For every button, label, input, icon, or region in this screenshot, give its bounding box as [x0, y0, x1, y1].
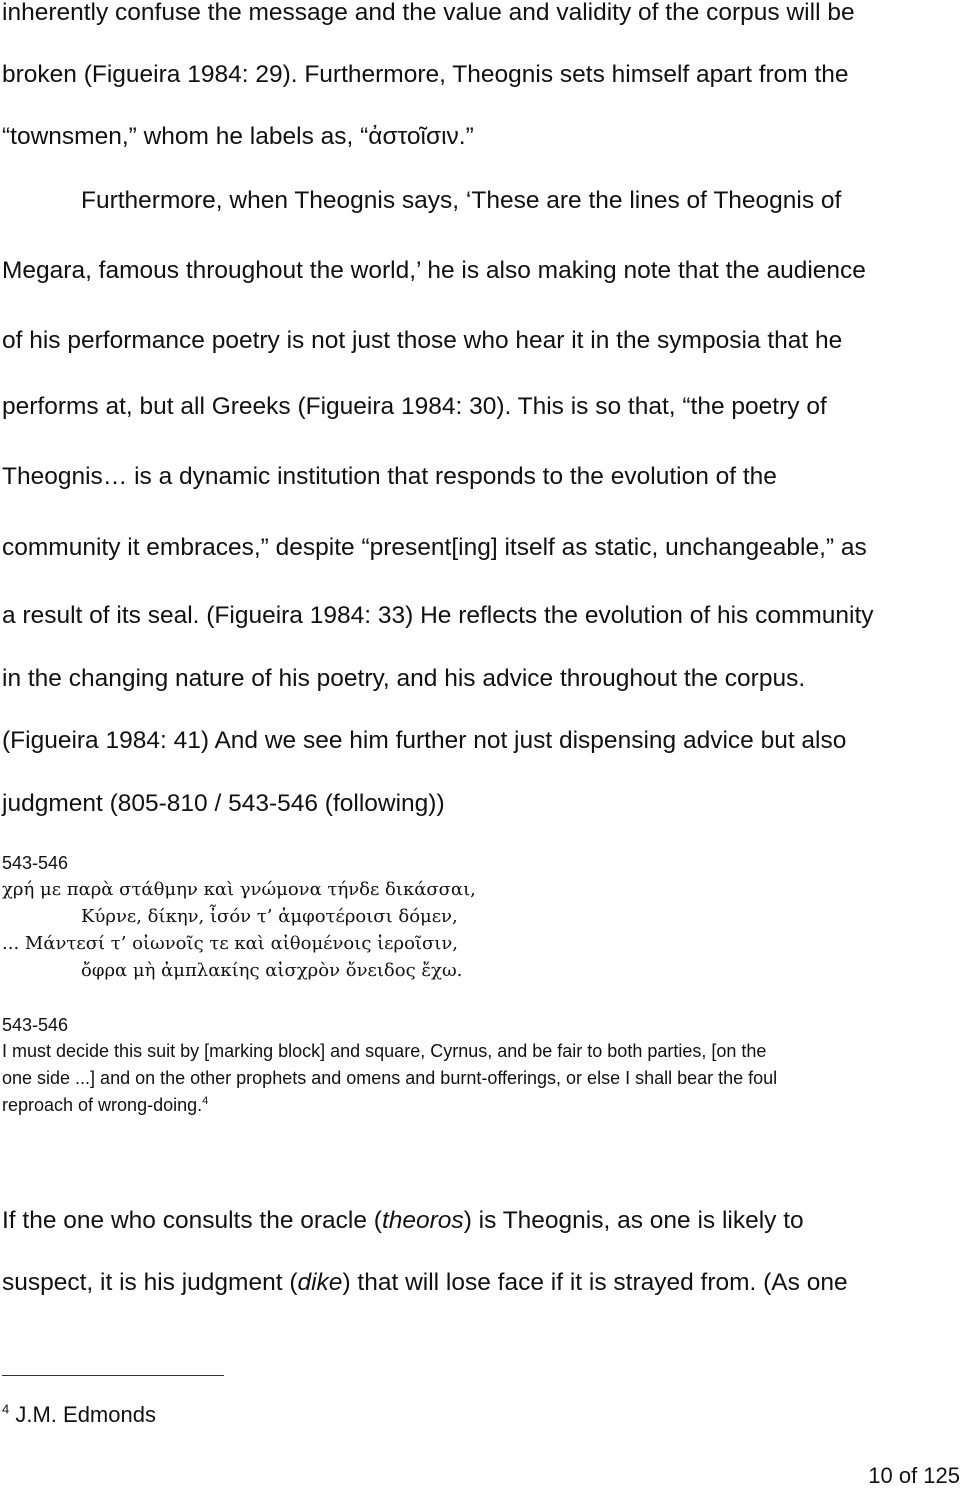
footnote-divider: [2, 1375, 224, 1376]
body-text-line: of his performance poetry is not just those who hear it in the symposia that he: [2, 327, 843, 354]
body-text-line: inherently confuse the message and the value and validity of the corpus will be: [2, 0, 855, 26]
body-text-line: Furthermore, when Theognis says, ‘These are the lines of Theognis of: [81, 187, 842, 214]
greek-quote-line: χρή με παρὰ στάθμην καὶ γνώμονα τήνδε δικάσσαι,: [2, 879, 476, 900]
translation-line: reproach of wrong-doing.: [2, 1095, 203, 1115]
body-text-line: Theognis… is a dynamic institution that responds to the evolution of the: [2, 463, 777, 490]
translation-line: I must decide this suit by [marking block] and square, Cyrnus, and be fair to both parties, [on the: [2, 1041, 767, 1061]
body-text-line: (Figueira 1984: 41) And we see him further not just dispensing advice but also: [2, 727, 847, 754]
translation-label: 543-546: [2, 1015, 69, 1035]
body-text-line: in the changing nature of his poetry, and his advice throughout the corpus.: [2, 665, 806, 692]
greek-quote-line: ὄφρα μὴ ἀμπλακίης αἰσχρὸν ὄνειδος ἔχω.: [81, 960, 463, 981]
body-text-line: “townsmen,” whom he labels as, “ἀστοῖσιν.”: [2, 123, 474, 150]
translation-line-last: [2, 1094, 208, 1116]
body-text-line: [2, 1206, 804, 1236]
translation-line: one side ...] and on the other prophets and omens and burnt-offerings, or else I shall bear the foul: [2, 1068, 778, 1088]
italic-term: dike: [297, 1269, 343, 1296]
page-number: 10 of 125: [868, 1463, 960, 1488]
greek-quote-label: 543-546: [2, 853, 69, 873]
body-text-line: a result of its seal. (Figueira 1984: 33) He reflects the evolution of his community: [2, 602, 874, 629]
footnote-reference[interactable]: 4: [202, 1095, 209, 1107]
body-text-line: community it embraces,” despite “present[ing] itself as static, unchangeable,” as: [2, 534, 867, 561]
text-span: suspect, it is his judgment (: [2, 1269, 298, 1296]
greek-quote-line: ... Μάντεσί τ’ οἰωνοῖς τε καὶ αἰθομένοις ἱεροῖσιν,: [2, 933, 458, 954]
footnote: [2, 1401, 156, 1429]
body-text-line: Megara, famous throughout the world,’ he is also making note that the audience: [2, 257, 866, 284]
greek-quote-line: Κύρνε, δίκην, ἶσόν τ’ ἀμφοτέροισι δόμεν,: [81, 906, 458, 927]
body-text-line: judgment (805-810 / 543-546 (following)): [2, 790, 445, 817]
footnote-marker: 4: [2, 1401, 10, 1417]
text-span: ) is Theognis, as one is likely to: [463, 1207, 804, 1234]
body-text-line: [2, 1268, 848, 1298]
text-span: If the one who consults the oracle (: [2, 1207, 382, 1234]
italic-term: theoros: [381, 1207, 464, 1234]
footnote-text: J.M. Edmonds: [15, 1402, 156, 1427]
body-text-line: performs at, but all Greeks (Figueira 1984: 30). This is so that, “the poetry of: [2, 393, 827, 420]
body-text-line: broken (Figueira 1984: 29). Furthermore, Theognis sets himself apart from the: [2, 61, 849, 88]
text-span: ) that will lose face if it is strayed from. (As one: [342, 1269, 848, 1296]
